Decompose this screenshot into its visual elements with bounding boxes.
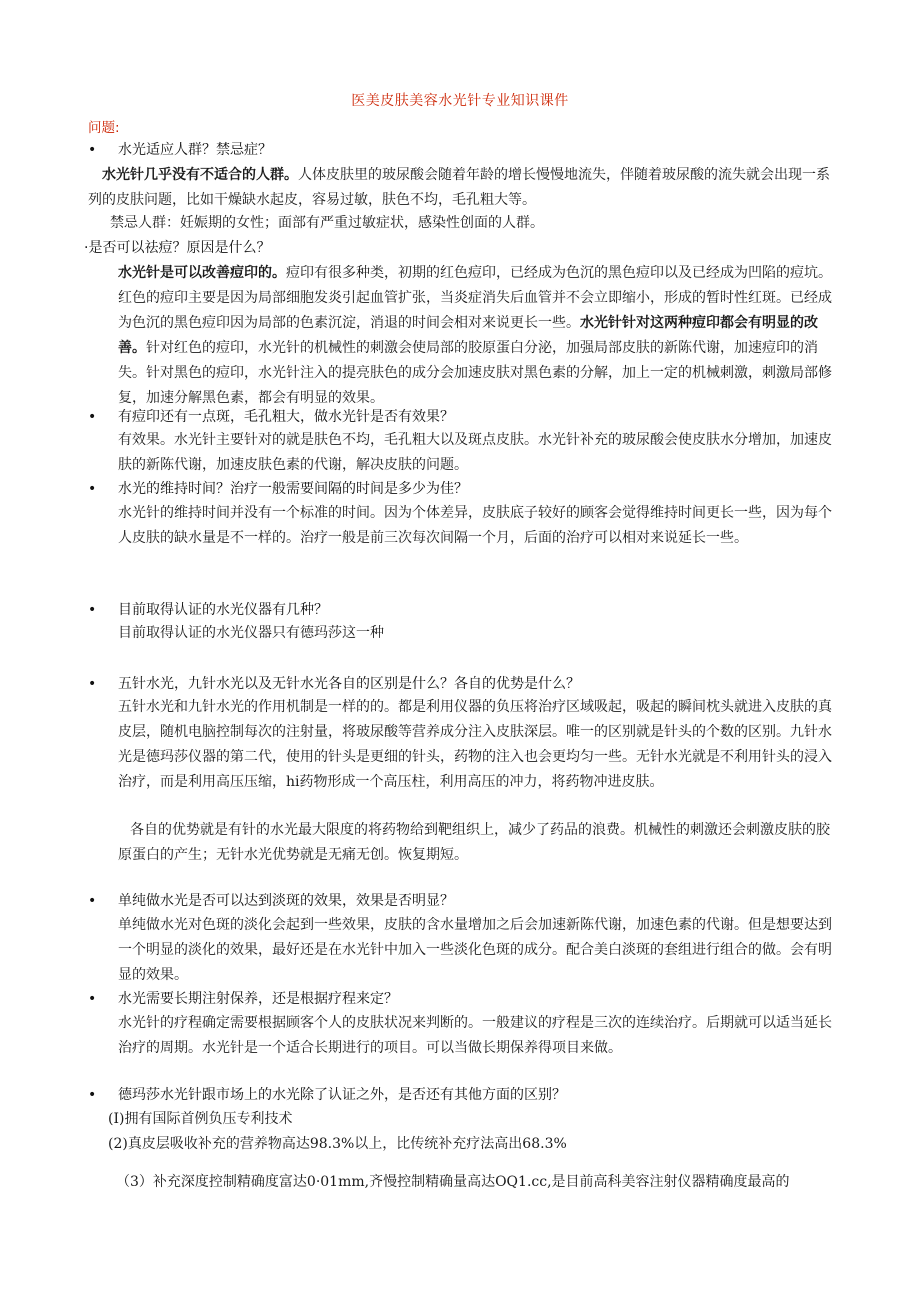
- bullet-icon: •: [88, 409, 97, 425]
- question-9: [88, 1085, 566, 1105]
- list-item-1: (I)拥有国际首例负压专利技术: [108, 1111, 293, 1127]
- answer-text-2: 针对红色的痘印，水光针的机械性的刺激会使局部的胶原蛋白分泌，加强局部皮肤的新陈代谢，加速痘印的消失。针对黑色的痘印，水光针注入的提亮肤色的成分会加速皮肤对黑色素的分解，加上一定的机械刺激，刺激局部修复，加速分解黑色素，都会有明显的效果。: [118, 340, 832, 406]
- question-6: [88, 674, 580, 694]
- bullet-icon: •: [88, 991, 97, 1007]
- list-item-2: (2)真皮层吸收补充的营养物高达98.3%以上，比传统补充疗法高出68.3%: [108, 1136, 567, 1152]
- bullet-icon: •: [88, 1087, 97, 1103]
- answer-3: 有效果。水光针主要针对的就是肤色不均，毛孔粗大以及斑点皮肤。水光针补充的玻尿酸会使皮肤水分增加，加速皮肤的新陈代谢，加速皮肤色素的代谢，解决皮肤的问题。: [118, 432, 832, 473]
- answer-bold: 水光针针对这两种痘印都会有明显的改善。: [118, 315, 818, 356]
- advantages-text: 各自的优势就是有针的水光最大限度的将药物给到靶组织上，减少了药品的浪费。机械性的刺激还会刺激皮肤的胶原蛋白的产生；无针水光优势就是无痛无创。恢复期短。: [118, 822, 830, 863]
- answer-8: 水光针的疗程确定需要根据顾客个人的皮肤状况来判断的。一般建议的疗程是三次的连续治疗。后期就可以适当延长治疗的周期。水光针是一个适合长期进行的项目。可以当做长期保养得项目来做。: [118, 1015, 832, 1056]
- answer-lead: 水光针是可以改善痘印的。: [118, 265, 286, 281]
- question-text: ·是否可以祛痘？原因是什么？: [84, 240, 271, 256]
- bullet-icon: •: [88, 602, 97, 618]
- question-text: 有痘印还有一点斑，毛孔粗大，做水光针是否有效果？: [118, 409, 454, 425]
- question-text: 水光的维持时间？治疗一般需要间隔的时间是多少为佳？: [118, 481, 468, 497]
- question-8: [88, 989, 398, 1009]
- question-text: 目前取得认证的水光仪器有几种？: [118, 602, 328, 618]
- bullet-icon: •: [88, 142, 97, 158]
- question-text: 水光需要长期注射保养，还是根据疗程来定？: [118, 991, 398, 1007]
- question-3: [88, 407, 454, 427]
- bullet-icon: •: [88, 481, 97, 497]
- answer-6: 五针水光和九针水光的作用机制是一样的的。都是利用仪器的负压将治疗区域吸起，吸起的瞬间枕头就进入皮肤的真皮层，随机电脑控制每次的注射量，将玻尿酸等营养成分注入皮肤深层。唯一的区别就是针头的个数的区别。九针水光是德玛莎仪器的第二代，使用的针头是更细的针头，药物的注入也会更均匀一些。无针水光就是不利用针头的浸入治疗，而是利用高压压缩，hi药物形成一个高压柱，利用高压的冲力，将药物冲进皮肤。: [118, 699, 832, 790]
- answer-7: 单纯做水光对色斑的淡化会起到一些效果，皮肤的含水量增加之后会加速新陈代谢，加速色素的代谢。但是想要达到一个明显的淡化的效果，最好还是在水光针中加入一些淡化色斑的成分。配合美白淡斑的套组进行组合的做。会有明显的效果。: [118, 917, 832, 983]
- answer-2: [118, 261, 834, 411]
- question-1: [88, 140, 272, 160]
- question-7: [88, 891, 454, 911]
- contraindication-lead: 禁忌人群：: [110, 215, 180, 231]
- question-text: 单纯做水光是否可以达到淡斑的效果，效果是否明显？: [118, 893, 454, 909]
- question-5: [88, 600, 328, 620]
- answer-6-advantages: [118, 818, 836, 868]
- question-4: [88, 479, 468, 499]
- contraindication-text: 妊娠期的女性；面部有严重过敏症状，感染性创面的人群。: [180, 215, 544, 231]
- question-text: 五针水光，九针水光以及无针水光各自的区别是什么？各自的优势是什么？: [118, 676, 580, 692]
- answer-text: 人体皮肤里的玻尿酸会随着年龄的增长慢慢地流失，伴随着玻尿酸的流失就会出现一系列的皮肤问题，比如干燥缺水起皮，容易过敏，肤色不均，毛孔粗大等。: [88, 167, 830, 208]
- answer-4: 水光针的维持时间并没有一个标准的时间。因为个体差异，皮肤底子较好的顾客会觉得维持时间更长一些，因为每个人皮肤的缺水量是不一样的。治疗一般是前三次每次间隔一个月，后面的治疗可以相对来说延长一些。: [118, 505, 832, 546]
- question-text: 德玛莎水光针跟市场上的水光除了认证之外，是否还有其他方面的区别？: [118, 1087, 566, 1103]
- list-item-3: （3）补充深度控制精确度富达0·01mm,齐慢控制精确量高达OQ1.cc,是目前高科美容注射仪器精确度最高的: [116, 1174, 790, 1190]
- answer-text-1: 痘印有很多种类，初期的红色痘印，已经成为色沉的黑色痘印以及已经成为凹陷的痘坑。红色的痘印主要是因为局部细胞发炎引起血管扩张，当炎症消失后血管并不会立即缩小，形成的暂时性红斑。已经成为色沉的黑色痘印因为局部的色素沉淀，消退的时间会相对来说更长一些。: [118, 265, 832, 331]
- contraindication: [88, 211, 834, 236]
- answer-lead: 水光针几乎没有不适合的人群。: [102, 167, 298, 183]
- bullet-icon: •: [88, 676, 97, 692]
- answer-1: [88, 163, 834, 213]
- bullet-icon: •: [88, 893, 97, 909]
- questions-label: 问题:: [88, 120, 120, 136]
- question-text: 水光适应人群？禁忌症？: [118, 142, 272, 158]
- page-title: 医美皮肤美容水光针专业知识课件: [351, 93, 569, 109]
- answer-5: 目前取得认证的水光仪器只有德玛莎这一种: [118, 625, 384, 641]
- question-2: [84, 238, 270, 258]
